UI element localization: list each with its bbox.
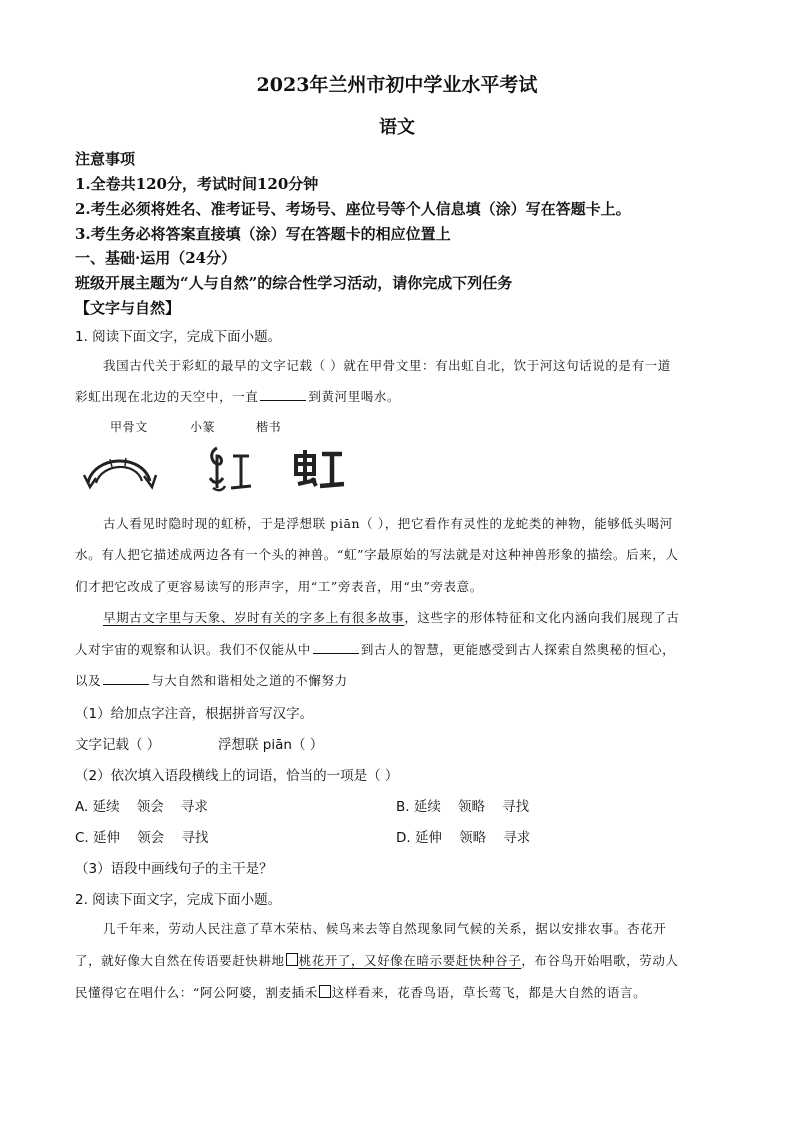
- q1-sub3: （3）语段中画线句子的主干是？: [75, 861, 273, 877]
- note-item-1: 1.全卷共120分，考试时间120分钟: [75, 175, 319, 193]
- q1-passage-line: 早期古文字里与天象、岁时有关的字多上有很多故事，这些字的形体特征和文化内涵向我们展现了古: [103, 610, 680, 625]
- script-label-regular: 楷书: [256, 420, 282, 434]
- oracle-rainbow-glyph: [80, 445, 160, 495]
- exam-title: 2023年兰州市初中学业水平考试: [256, 74, 538, 96]
- underlined-sentence: 早期古文字里与天象、岁时有关的字多上有很多故事: [103, 610, 405, 625]
- option-b: B. 延续 领略 寻找: [396, 799, 530, 815]
- script-label-oracle: 甲骨文: [110, 420, 148, 434]
- topic-heading: 【文字与自然】: [75, 299, 181, 317]
- script-label-seal: 小篆: [190, 420, 216, 434]
- q1-passage-line: 以及 与大自然和谐相处之道的不懈努力: [75, 673, 348, 688]
- punctuation-box: [286, 953, 298, 966]
- subject-title: 语文: [379, 117, 415, 138]
- q2-passage-line: 几千年来，劳动人民注意了草木荣枯、候鸟来去等自然现象同气候的关系，据以安排农事。杏花开: [103, 921, 667, 936]
- q1-passage-line: 水。有人把它描述成两边各有一个头的神兽。“虹”字最原始的写法就是对这种神兽形象的描绘。后来，人: [75, 547, 679, 562]
- option-c: C. 延伸 领会 寻找: [75, 830, 209, 846]
- q1-passage-line: 我国古代关于彩虹的最早的文字记载（ ）就在甲骨文里：有出虹自北，饮于河这句话说的是有一道: [103, 358, 671, 373]
- fill-blank: [313, 641, 359, 654]
- q2-stem: 2. 阅读下面文字，完成下面小题。: [75, 892, 282, 908]
- underlined-sentence: 桃花开了，又好像在暗示要赶快种谷子: [298, 953, 522, 968]
- seal-script-glyph: [205, 442, 265, 498]
- option-d: D. 延伸 领略 寻求: [396, 830, 531, 846]
- q2-passage-line: 了，就好像大自然在传语要赶快耕地 桃花开了，又好像在暗示要赶快种谷子，布谷鸟开始唱歌，劳动人: [75, 953, 679, 968]
- q1-sub1-answer-a: 文字记载（ ）: [75, 737, 161, 753]
- option-a: A. 延续 领会 寻求: [75, 799, 208, 815]
- q1-sub1: （1）给加点字注音，根据拼音写汉字。: [75, 706, 314, 722]
- q2-passage-line: 民懂得它在唱什么：“阿公阿婆，割麦插禾 这样看来，花香鸟语，草长莺飞，都是大自然的语言。: [75, 985, 647, 1000]
- note-item-3: 3.考生务必将答案直接填（涂）写在答题卡的相应位置上: [75, 225, 451, 243]
- q1-stem: 1. 阅读下面文字，完成下面小题。: [75, 329, 282, 345]
- q1-passage-line: 古人看见时隐时现的虹桥，于是浮想联 piān（ ），把它看作有灵性的龙蛇类的神物，能够低头喝河: [103, 516, 673, 531]
- q1-sub1-answer-b: 浮想联 piān（ ）: [218, 737, 324, 753]
- fill-blank: [260, 388, 306, 401]
- regular-script-glyph: [292, 446, 348, 494]
- notes-heading: 注意事项: [75, 150, 136, 168]
- fill-blank: [103, 672, 149, 685]
- q1-passage-line: 们才把它改成了更容易读写的形声字，用“工”旁表音，用“虫”旁表意。: [75, 579, 483, 594]
- section-heading: 一、基础·运用（24分）: [75, 249, 237, 267]
- q1-sub2: （2）依次填入语段横线上的词语，恰当的一项是（ ）: [75, 768, 399, 784]
- punctuation-box: [319, 985, 331, 998]
- note-item-2: 2.考生必须将姓名、准考证号、考场号、座位号等个人信息填（涂）写在答题卡上。: [75, 200, 631, 218]
- q1-passage-line: 人对宇宙的观察和认识。我们不仅能从中 到古人的智慧，更能感受到古人探索自然奥秘的恒心，: [75, 642, 676, 657]
- q1-passage-line: 彩虹出现在北边的天空中，一直 到黄河里喝水。: [75, 389, 401, 404]
- section-intro: 班级开展主题为“人与自然”的综合性学习活动，请你完成下列任务: [75, 274, 513, 292]
